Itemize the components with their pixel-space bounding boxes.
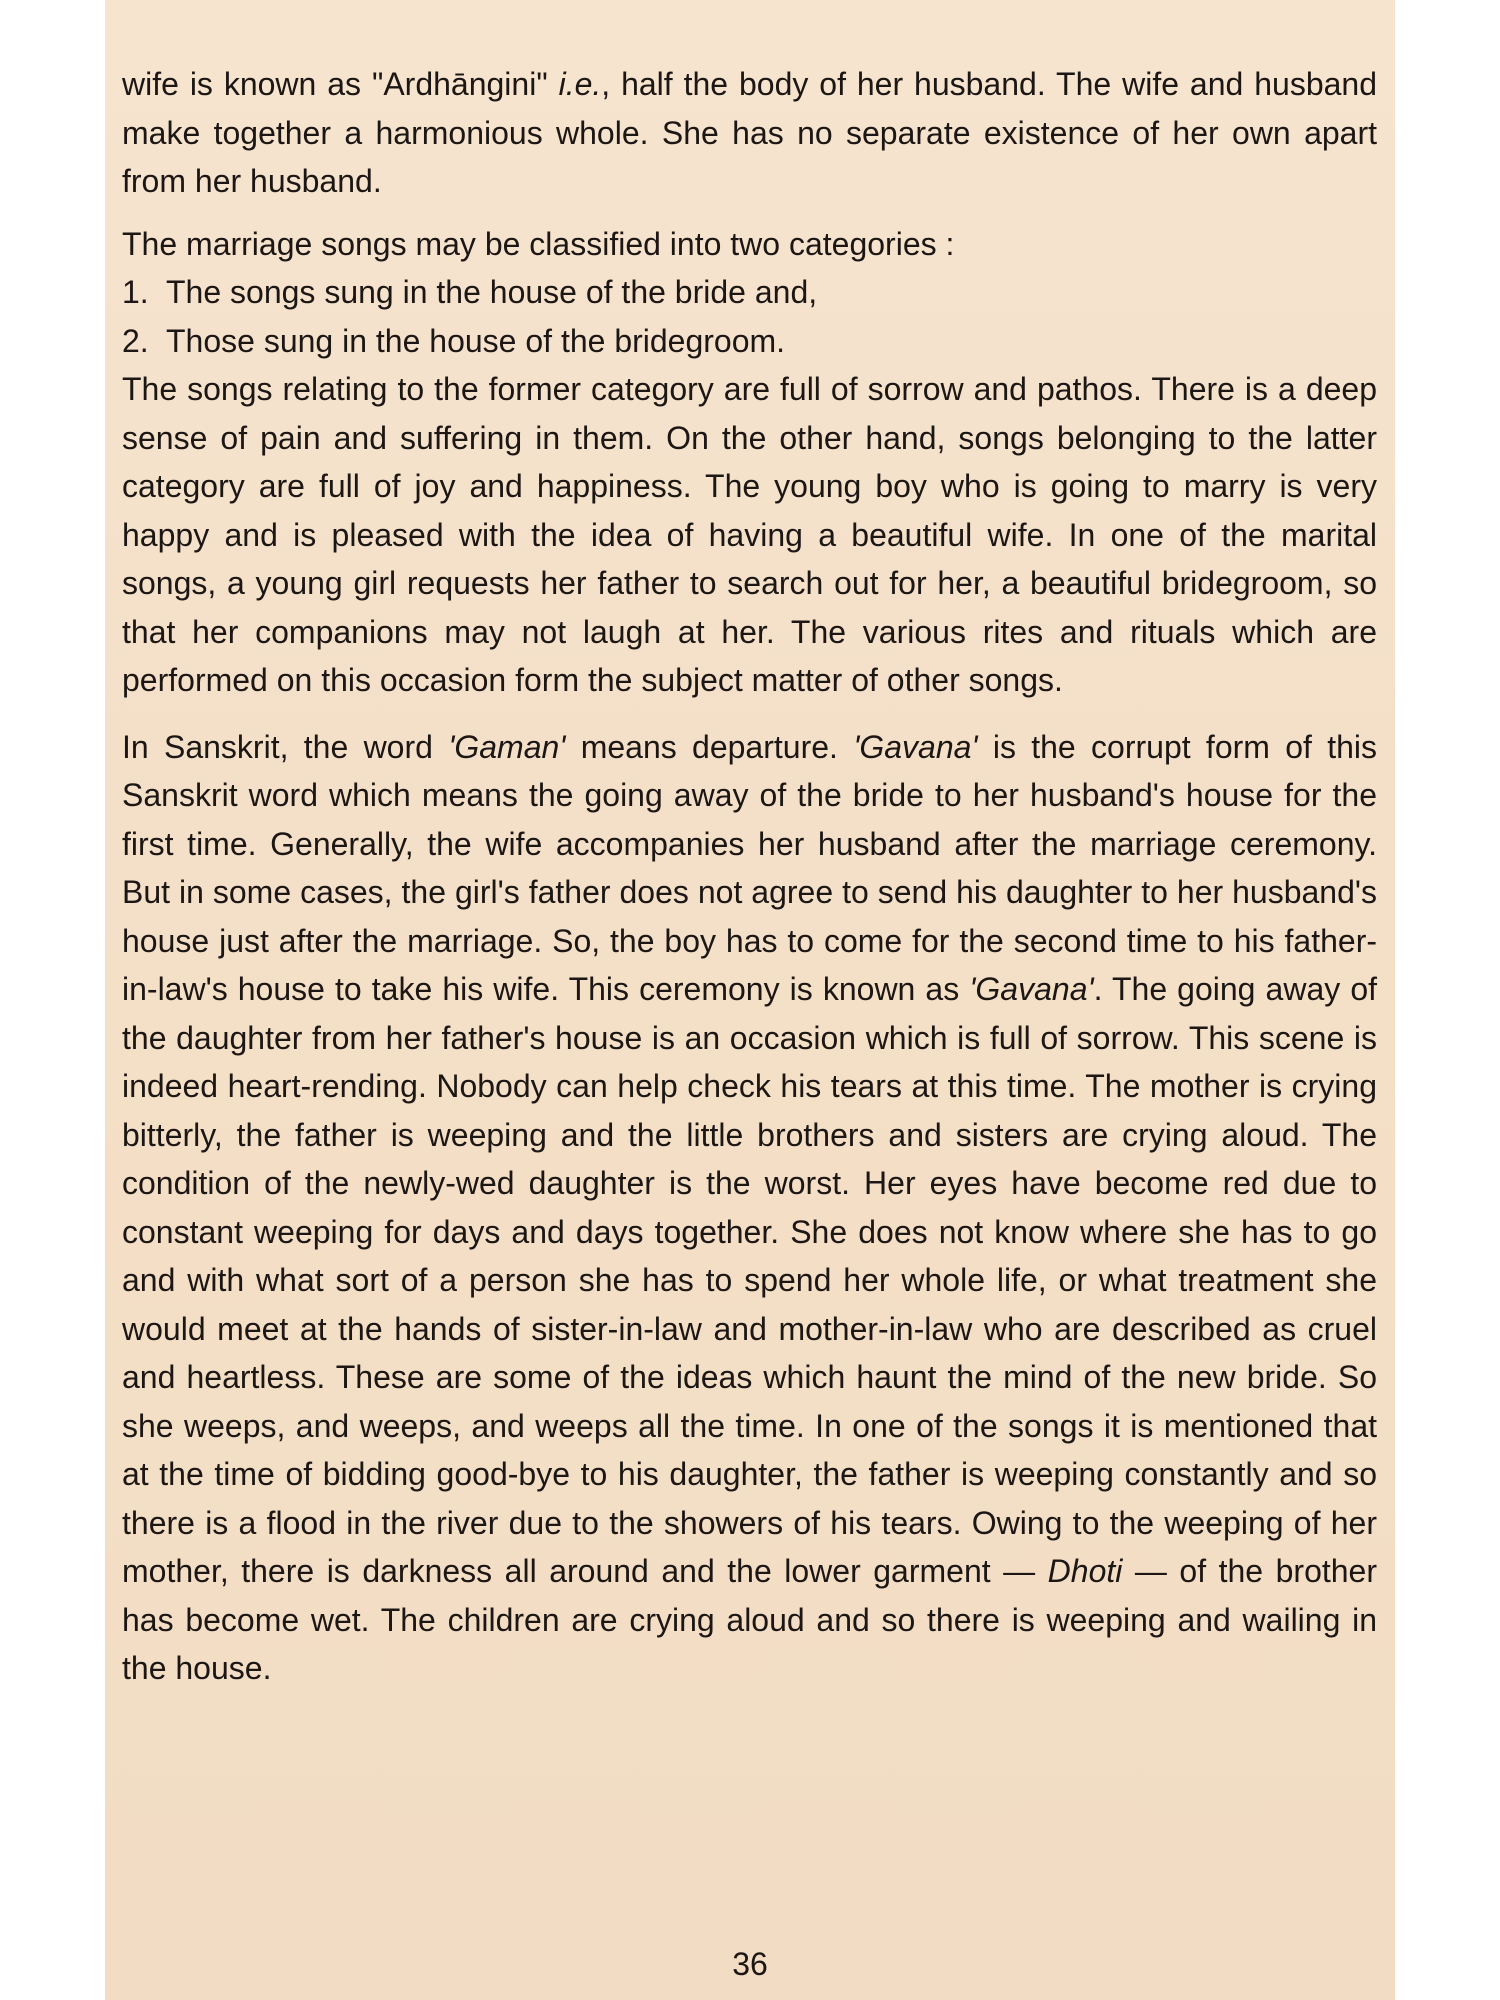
paragraph-categories-intro: The marriage songs may be classified into two categories : [122,225,955,262]
category-list [122,268,1377,365]
page-number: 36 [732,1946,768,1982]
text-span: . The going away of the daughter from her father's house is an occasion which is full of sorrow. This scene is indeed heart-rending. Nobody can help check his tears at this time. The mother is crying bitterly, the father is weeping and the little brothers and sisters are crying aloud. The condition of the newly-wed daughter is the worst. Her eyes have become red due to constant weeping for days and days together. She does not know where she has to go and with what sort of a person she has to spend her whole life, or what treatment she would meet at the hands of sister-in-law and mother-in-law who are described as cruel and heartless. These are some of the ideas which haunt the mind of the new bride. So she weeps, and weeps, and weeps all the time. In one of the songs it is mentioned that at the time of bidding good-bye to his daughter, the father is weeping constantly and so there is a flood in the river due to the showers of his tears. Owing to the weeping of her mother, there is darkness all around and the lower garment — [122,971,1378,1589]
italic-term: 'Gavana' [969,971,1094,1007]
text-span: is the corrupt form of this Sanskrit word which means the going away of the bride to her husband's house for the first time. Generally, the wife accompanies her husband after the marriage ceremony. But in some cases, the girl's father does not agree to send his daughter to her husband's house just after the marriage. So, the boy has to come for the second time to his father-in-law's house to take his wife. This ceremony is known as [122,728,1378,1007]
text-span: , half the body of her husband. The wife and husband make together a harmonious whole. She has no separate existence of her own apart from her husband. [122,66,1378,199]
italic-term: 'Gaman' [448,728,566,765]
list-number: 2. [122,322,149,359]
list-item [122,268,1377,317]
italic-term: Dhoti [1047,1553,1123,1589]
list-text: Those sung in the house of the bridegroom. [166,322,786,359]
paragraph-gavana [122,723,1377,1693]
italic-term: 'Gavana' [853,728,978,765]
paragraph-song-categories: The songs relating to the former category are full of sorrow and pathos. There is a deep sense of pain and suffering in them. On the other hand, songs belonging to the latter category are full of joy and happiness. The young boy who is going to marry is very happy and is pleased with the idea of having a beautiful wife. In one of the marital songs, a young girl requests her father to search out for her, a beautiful bridegroom, so that her companions may not laugh at her. The various rites and rituals which are performed on this occasion form the subject matter of other songs. [122,371,1377,698]
paragraph-ardhangini [122,60,1377,206]
list-item [122,317,1377,366]
text-span: — of the brother has become wet. The children are crying aloud and so there is weeping and wailing in the house. [122,1553,1377,1686]
italic-term: i.e. [558,66,602,102]
book-page [105,0,1395,2000]
text-span: In Sanskrit, the word [122,728,449,765]
text-span: wife is known as "Ardhāngini" [122,66,559,102]
list-text: The songs sung in the house of the bride and, [166,274,818,310]
text-span: means departure. [565,728,854,765]
list-number: 1. [122,274,149,310]
